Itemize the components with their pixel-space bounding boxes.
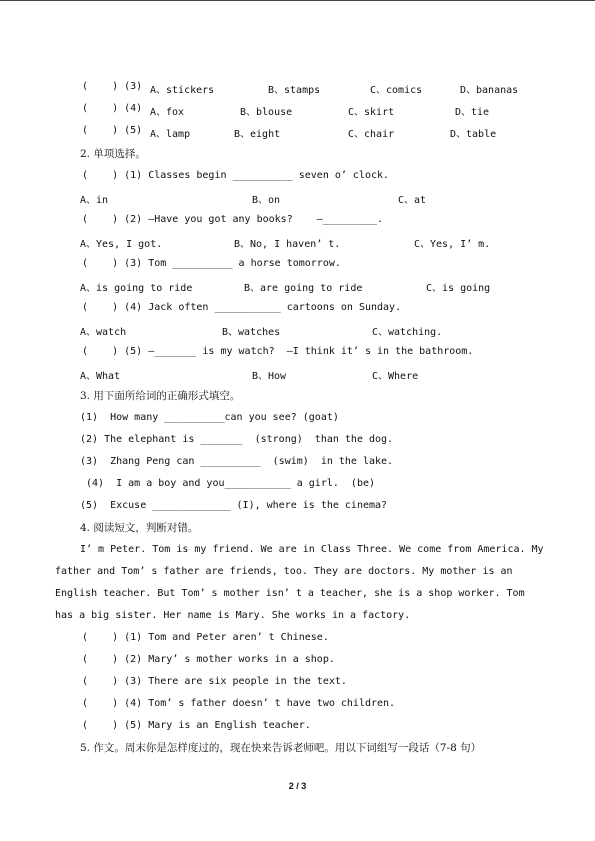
q2-item-5-stem: ( ) (5) —_______ is my watch? —I think it’ s in the bathroom. <box>82 346 474 357</box>
q2-item-4-option-c: C、watching. <box>372 327 443 338</box>
q4-item-1: ( ) (1) Tom and Peter aren’ t Chinese. <box>82 632 329 643</box>
q2-item-3-option-a: A、is going to ride <box>80 283 193 294</box>
q4-item-4: ( ) (4) Tom’ s father doesn’ t have two children. <box>82 698 396 709</box>
q2-item-3-option-b: B、are going to ride <box>244 283 363 294</box>
q4-item-5: ( ) (5) Mary is an English teacher. <box>82 720 311 731</box>
q2-item-1-option-a: A、in <box>80 195 109 206</box>
q1-row-4-option-c: C、skirt <box>348 107 395 118</box>
q1-row-5-option-d: D、table <box>450 129 497 140</box>
page-number: 2 / 3 <box>288 781 307 791</box>
q2-item-2-option-a: A、Yes, I got. <box>80 239 163 250</box>
q2-item-5-option-c: C、Where <box>372 371 419 382</box>
q4-item-3: ( ) (3) There are six people in the text. <box>82 676 347 687</box>
q2-item-3-option-c: C、is going <box>426 283 491 294</box>
q4-heading: 4. 阅读短文，判断对错。 <box>80 522 199 534</box>
q1-row-3-prefix: ( ) (3) <box>82 81 143 92</box>
q1-row-5-option-c: C、chair <box>348 129 395 140</box>
q1-row-4-option-b: B、blouse <box>240 107 293 118</box>
q3-item-2: (2) The elephant is _______ (strong) than the dog. <box>80 434 394 445</box>
q1-row-3-option-b: B、stamps <box>268 85 321 96</box>
q1-row-4-option-a: A、fox <box>150 107 185 118</box>
q2-item-5-option-a: A、What <box>80 371 121 382</box>
q1-row-3-option-c: C、comics <box>370 85 423 96</box>
q4-passage-line-4: has a big sister. Her name is Mary. She works in a factory. <box>55 610 411 621</box>
q2-item-4-option-a: A、watch <box>80 327 127 338</box>
q5-heading: 5. 作文。周末你是怎样度过的，现在快来告诉老师吧。用以下词组写一段话（7-8 句） <box>80 742 482 754</box>
q4-passage-line-2: father and Tom’ s father are friends, too. They are doctors. My mother is an <box>55 566 513 577</box>
q2-item-1-stem: ( ) (1) Classes begin __________ seven o’ clock. <box>82 170 390 181</box>
q4-item-2: ( ) (2) Mary’ s mother works in a shop. <box>82 654 335 665</box>
q3-heading: 3. 用下面所给词的正确形式填空。 <box>80 390 241 402</box>
q2-item-4-option-b: B、watches <box>222 327 281 338</box>
q1-row-3-option-a: A、stickers <box>150 85 215 96</box>
q1-row-5-prefix: ( ) (5) <box>82 125 143 136</box>
q4-passage-line-1: I’ m Peter. Tom is my friend. We are in Class Three. We come from America. My <box>80 544 544 555</box>
q2-item-2-stem: ( ) (2) —Have you got any books? —_________. <box>82 214 384 225</box>
q3-item-4: (4) I am a boy and you___________ a girl. (be) <box>80 478 376 489</box>
q2-item-2-option-c: C、Yes, I’ m. <box>414 239 491 250</box>
q3-item-1: (1) How many __________can you see? (goat) <box>80 412 339 423</box>
q2-item-4-stem: ( ) (4) Jack often ___________ cartoons on Sunday. <box>82 302 402 313</box>
q1-row-4-option-d: D、tie <box>455 107 490 118</box>
q4-passage-line-3: English teacher. But Tom’ s mother isn’ t a teacher, she is a shop worker. Tom <box>55 588 525 599</box>
q2-item-1-option-c: C、at <box>398 195 427 206</box>
q2-item-3-stem: ( ) (3) Tom __________ a horse tomorrow. <box>82 258 341 269</box>
q2-item-1-option-b: B、on <box>252 195 281 206</box>
q1-row-3-option-d: D、bananas <box>460 85 519 96</box>
q2-heading: 2. 单项选择。 <box>80 148 146 160</box>
q1-row-4-prefix: ( ) (4) <box>82 103 143 114</box>
q1-row-5-option-a: A、lamp <box>150 129 191 140</box>
q3-item-5: (5) Excuse _____________ (I), where is the cinema? <box>80 500 388 511</box>
q3-item-3: (3) Zhang Peng can __________ (swim) in the lake. <box>80 456 394 467</box>
q2-item-2-option-b: B、No, I haven’ t. <box>234 239 341 250</box>
q1-row-5-option-b: B、eight <box>234 129 281 140</box>
q2-item-5-option-b: B、How <box>252 371 287 382</box>
